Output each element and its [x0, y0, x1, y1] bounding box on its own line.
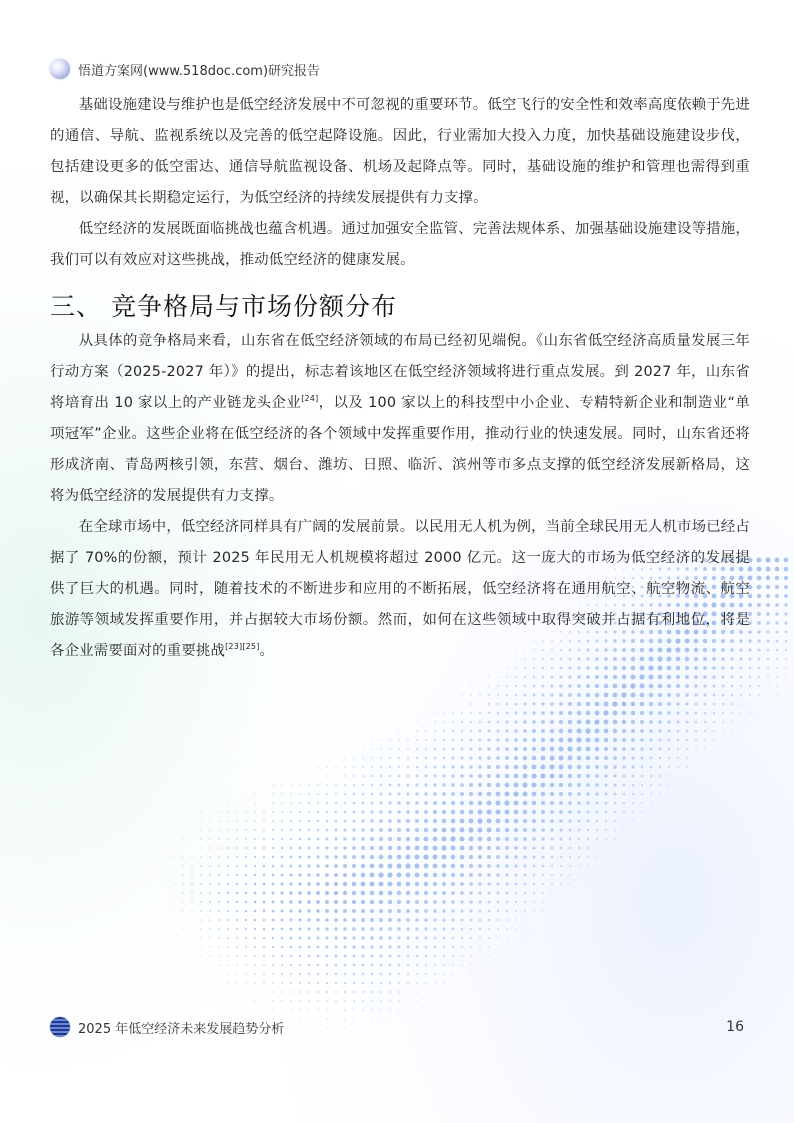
paragraph-infrastructure: 基础设施建设与维护也是低空经济发展中不可忽视的重要环节。低空飞行的安全性和效率高度依赖于先进的通信、导航、监视系统以及完善的低空起降设施。因此，行业需加大投入力度，加快基础设施建设步伐，包括建设更多的低空雷达、通信导航监视设备、机场及起降点等。同时，基础设施的维护和管理也需得到重视，以确保其长期稳定运行，为低空经济的持续发展提供有力支撑。: [50, 97, 750, 206]
header-title: 悟道方案网(www.518doc.com)研究报告: [78, 63, 321, 79]
page-number: 16: [726, 1019, 744, 1035]
paragraph-text: 从具体的竞争格局来看，山东省在低空经济领域的布局已经初见端倪。《山东省低空经济高质量发展三年行动方案（2025-2027 年）》的提出，标志着该地区在低空经济领域将进行重点发展。到 2027 年，山东省将培育出 10 家以上的产业链龙头企业: [50, 333, 750, 411]
main-content: [50, 90, 750, 667]
section-title: 三、 竞争格局与市场份额分布: [50, 292, 397, 321]
globe-logo-icon: [50, 1017, 70, 1037]
citation-ref: [24]: [301, 394, 319, 404]
paragraph-text: 。: [259, 643, 275, 659]
paragraph-challenges: 低空经济的发展既面临挑战也蕴含机遇。通过加强安全监管、完善法规体系、加强基础设施建设等措施，我们可以有效应对这些挑战，推动低空经济的健康发展。: [50, 221, 750, 268]
page-header: [50, 58, 320, 80]
paragraph-text: 在全球市场中，低空经济同样具有广阔的发展前景。以民用无人机为例，当前全球民用无人机市场已经占据了 70%的份额，预计 2025 年民用无人机规模将超过 2000 亿元。这一庞大的市场为低空经济的发展提供了巨大的机遇。同时，随着技术的不断进步和应用的不断拓展，低空经济将在通用航空、航空物流、航空旅游等领域发挥重要作用，并占据较大市场份额。然而，如何在这些领域中取得突破并占据有利地位，将是各企业需要面对的重要挑战: [50, 519, 750, 659]
paragraph-global-market: [50, 512, 750, 667]
paragraph-competition: [50, 326, 750, 512]
footer-title: 2025 年低空经济未来发展趋势分析: [78, 1021, 285, 1037]
citation-ref: [23][25]: [225, 642, 260, 652]
page-footer: [50, 1016, 744, 1038]
paragraph-text: ，以及 100 家以上的科技型中小企业、专精特新企业和制造业“单项冠军”企业。这些企业将在低空经济的各个领域中发挥重要作用，推动行业的快速发展。同时，山东省还将形成济南、青岛两核引领，东营、烟台、潍坊、日照、临沂、滨州等市多点支撑的低空经济发展新格局，这将为低空经济的发展提供有力支撑。: [50, 395, 750, 504]
logo-sphere-icon: [50, 59, 70, 79]
